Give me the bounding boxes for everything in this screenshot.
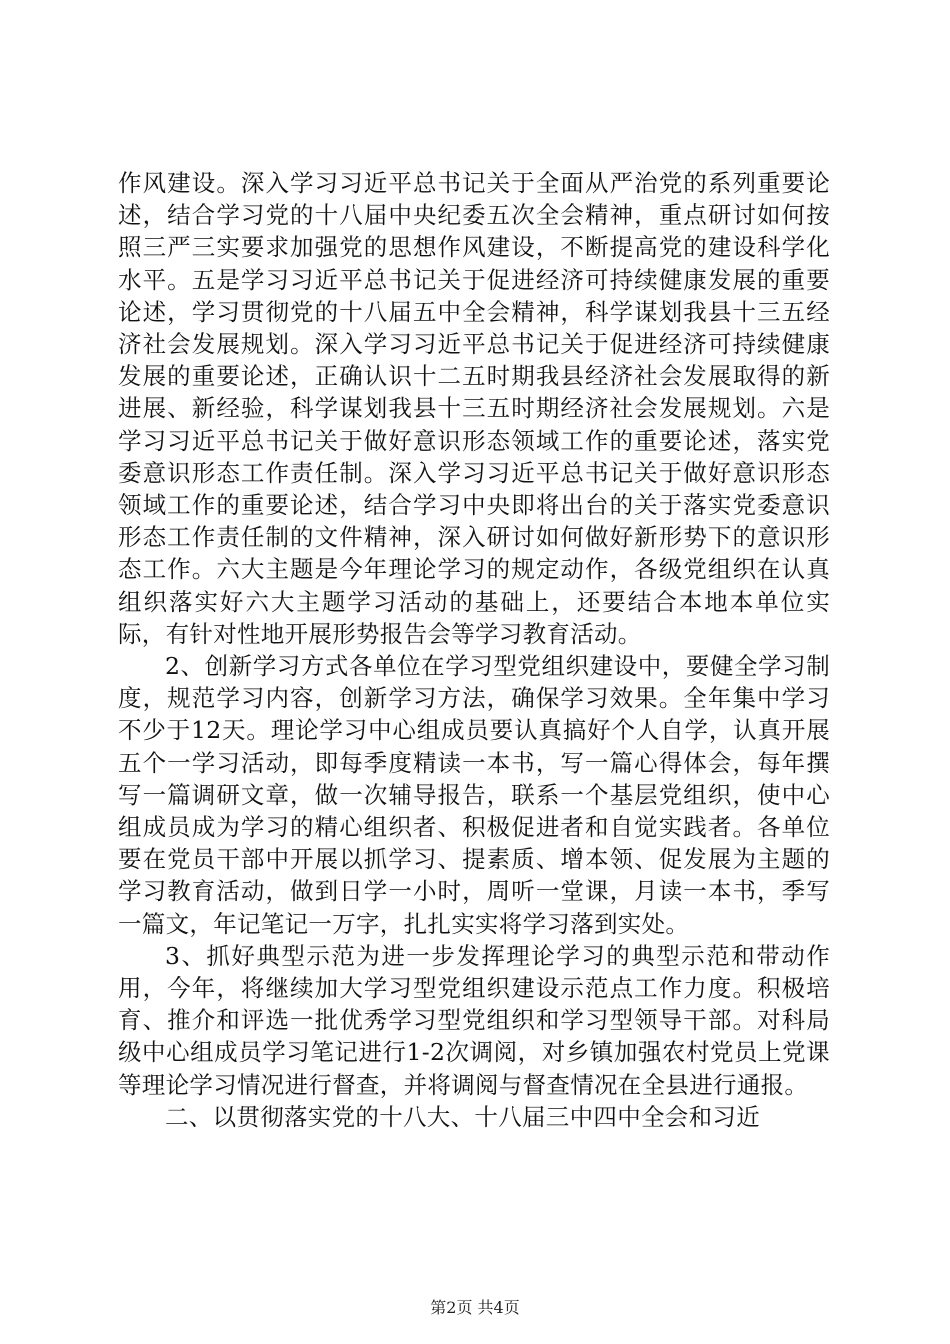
- paragraph-typical-demonstration: 3、抓好典型示范为进一步发挥理论学习的典型示范和带动作用，今年，将继续加大学习型党组织建设示范点工作力度。积极培育、推介和评选一批优秀学习型党组织和学习型领导干部。对科局级中心组成员学习笔记进行1-2次调阅，对乡镇加强农村党员上党课等理论学习情况进行督查，并将调阅与督查情况在全县进行通报。: [118, 941, 830, 1099]
- page-number-footer: 第2页 共4页: [430, 1298, 520, 1317]
- paragraph-section-two-heading: 二、以贯彻落实党的十八大、十八届三中四中全会和习近: [165, 1102, 760, 1131]
- paragraph-continuation: 作风建设。深入学习习近平总书记关于全面从严治党的系列重要论述，结合学习党的十八届中央纪委五次全会精神，重点研讨如何按照三严三实要求加强党的思想作风建设，不断提高党的建设科学化水平。五是学习习近平总书记关于促进经济可持续健康发展的重要论述，学习贯彻党的十八届五中全会精神，科学谋划我县十三五经济社会发展规划。深入学习习近平总书记关于促进经济可持续健康发展的重要论述，正确认识十二五时期我县经济社会发展取得的新进展、新经验，科学谋划我县十三五时期经济社会发展规划。六是学习习近平总书记关于做好意识形态领域工作的重要论述，落实党委意识形态工作责任制。深入学习习近平总书记关于做好意识形态领域工作的重要论述，结合学习中央即将出台的关于落实党委意识形态工作责任制的文件精神，深入研讨如何做好新形势下的意识形态工作。六大主题是今年理论学习的规定动作，各级党组织在认真组织落实好六大主题学习活动的基础上，还要结合本地本单位实际，有针对性地开展形势报告会等学习教育活动。: [118, 169, 830, 648]
- body-text: [118, 167, 830, 1133]
- paragraph-innovate-study-methods: 2、创新学习方式各单位在学习型党组织建设中，要健全学习制度，规范学习内容，创新学习方法，确保学习效果。全年集中学习不少于12天。理论学习中心组成员要认真搞好个人自学，认真开展五个一学习活动，即每季度精读一本书，写一篇心得体会，每年撰写一篇调研文章，做一次辅导报告，联系一个基层党组织，使中心组成员成为学习的精心组织者、积极促进者和自觉实践者。各单位要在党员干部中开展以抓学习、提素质、增本领、促发展为主题的学习教育活动，做到日学一小时，周听一堂课，月读一本书，季写一篇文，年记笔记一万字，扎扎实实将学习落到实处。: [118, 652, 830, 938]
